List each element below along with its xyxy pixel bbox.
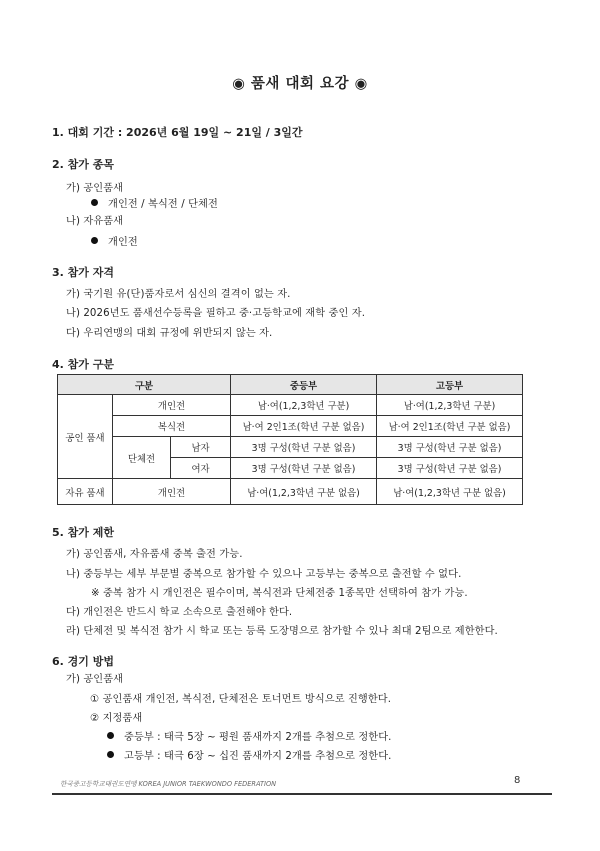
section-6-item-a: 가) 공인품새 [66,674,124,685]
section-6-item-1: ① 공인품새 개인전, 복식전, 단체전은 토너먼트 방식으로 진행한다. [90,694,392,705]
cell-value: 3명 구성(학년 구분 없음) [231,458,377,479]
document-title: ◉ 품새 대회 요강 ◉ [232,76,368,92]
header-middle-school: 중등부 [231,375,377,395]
bullet-icon [91,237,98,244]
section-3-item: 다) 우리연맹의 대회 규정에 위반되지 않는 자. [66,328,273,339]
section-5-heading: 5. 참가 제한 [52,526,114,539]
cell-team: 단체전 [113,437,171,479]
footer-divider [52,793,552,795]
section-1-heading: 1. 대회 기간 : 2026년 6월 19일 ~ 21일 / 3일간 [52,126,303,139]
section-5-note: ※ 중복 참가 시 개인전은 필수이며, 복식전과 단체전중 1종목만 선택하여 참가 가능. [91,588,468,599]
footer-organization: 한국중고등학교태권도연맹 KOREA JUNIOR TAEKWONDO FEDERATION [60,780,277,788]
cell-value: 남·여(1,2,3학년 구분 없음) [231,479,377,505]
cell-value: 남·여(1,2,3학년 구분 없음) [377,479,523,505]
section-6-item-2: ② 지정품새 [90,713,143,724]
cell-value: 3명 구성(학년 구분 없음) [231,437,377,458]
section-2-item-b: 나) 자유품새 [66,216,124,227]
cell-individual: 개인전 [113,479,231,505]
section-3-item: 가) 국기원 유(단)품자로서 심신의 결격이 없는 자. [66,289,291,300]
section-4-heading: 4. 참가 구분 [52,358,114,371]
page-number: 8 [514,775,521,786]
table-row [58,437,523,458]
section-2-heading: 2. 참가 종목 [52,158,114,171]
section-3-heading: 3. 참가 자격 [52,266,114,279]
cell-value: 3명 구성(학년 구분 없음) [377,458,523,479]
header-category: 구분 [58,375,231,395]
cell-female: 여자 [171,458,231,479]
section-2-item-b-bullet: 개인전 [91,233,138,248]
cell-individual: 개인전 [113,395,231,416]
section-2-item-a: 가) 공인품새 [66,183,124,194]
section-6-bullet-middle: 중등부 : 태극 5장 ~ 평원 품새까지 2개를 추첨으로 정한다. [107,728,391,743]
section-6-heading: 6. 경기 방법 [52,655,114,668]
cell-value: 3명 구성(학년 구분 없음) [377,437,523,458]
table-row [58,416,523,437]
cell-value: 남·여(1,2,3학년 구분) [377,395,523,416]
bullet-icon [91,199,98,206]
header-high-school: 고등부 [377,375,523,395]
cell-male: 남자 [171,437,231,458]
cell-free-poomsae: 자유 품새 [58,479,113,505]
cell-pair: 복식전 [113,416,231,437]
table-row [58,479,523,505]
cell-value: 남·여(1,2,3학년 구분) [231,395,377,416]
table-row [58,395,523,416]
participation-table [57,374,523,505]
bullet-icon [107,732,114,739]
section-5-item: 가) 공인품새, 자유품새 중복 출전 가능. [66,549,243,560]
section-2-item-a-bullet: 개인전 / 복식전 / 단체전 [91,195,218,210]
section-5-item: 나) 중등부는 세부 부문별 중복으로 참가할 수 있으나 고등부는 중복으로 출전할 수 없다. [66,569,462,580]
section-6-bullet-high: 고등부 : 태극 6장 ~ 십진 품새까지 2개를 추첨으로 정한다. [107,747,391,762]
section-3-item: 나) 2026년도 품새선수등록을 필하고 중·고등학교에 재학 중인 자. [66,308,366,319]
cell-value: 남·여 2인1조(학년 구분 없음) [377,416,523,437]
cell-official-poomsae: 공인 품새 [58,395,113,479]
cell-value: 남·여 2인1조(학년 구분 없음) [231,416,377,437]
section-5-item: 다) 개인전은 반드시 학교 소속으로 출전해야 한다. [66,607,293,618]
table-header-row [58,375,523,395]
bullet-icon [107,751,114,758]
section-5-item: 라) 단체전 및 복식전 참가 시 학교 또는 등록 도장명으로 참가할 수 있나 최대 2팀으로 제한한다. [66,626,498,637]
